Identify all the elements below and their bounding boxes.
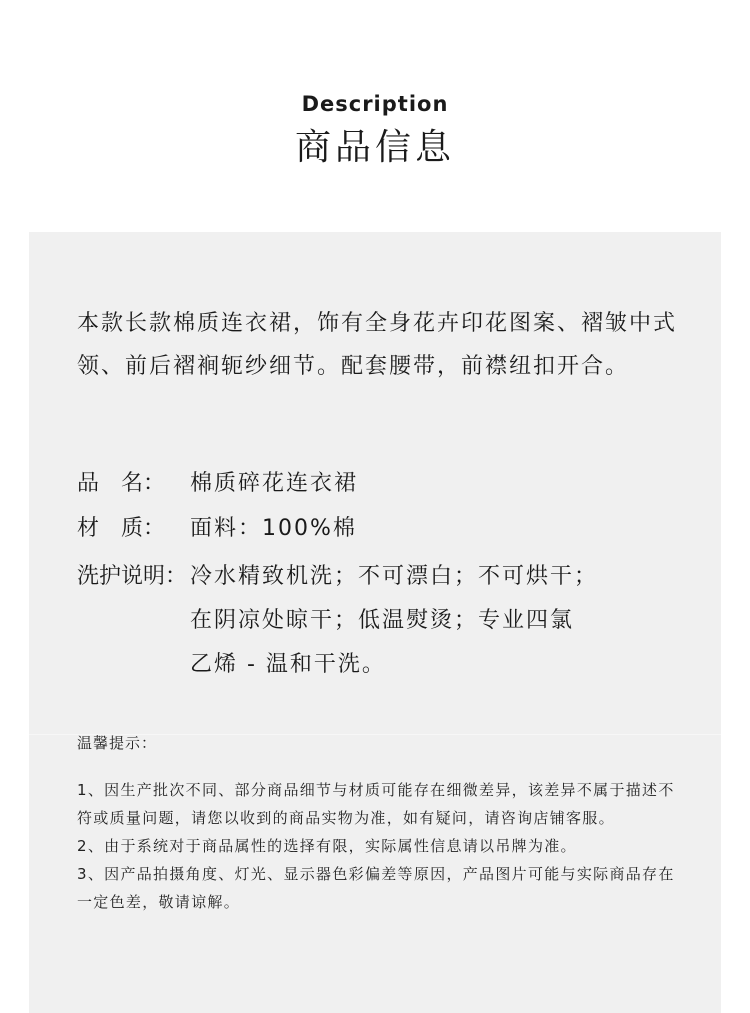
spec-label-material: 材 质： [77,516,166,541]
spec-label-name: 品 名： [77,471,166,496]
product-intro: 本款长款棉质连衣裙，饰有全身花卉印花图案、褶皱中式领、前后褶裥轭纱细节。配套腰带，前襟纽扣开合。 [77,311,678,379]
spec-row-care [77,555,677,687]
tip-item: 2、由于系统对于商品属性的选择有限，实际属性信息请以吊牌为准。 [77,837,577,855]
spec-value-name: 棉质碎花连衣裙 [190,471,359,496]
spec-value-care [190,555,650,687]
spec-value-material: 面料：100%棉 [190,516,357,541]
header-title-en: Description [301,92,449,116]
tips-list [77,776,677,916]
product-info-panel [29,232,721,1013]
care-line: 在阴凉处晾干；低温熨烫；专业四氯 [190,608,575,633]
description-header [0,0,750,232]
tip-item: 3、因产品拍摄角度、灯光、显示器色彩偏差等原因，产品图片可能与实际商品存在一定色差，敬请谅解。 [77,865,675,911]
header-title-cn: 商品信息 [294,127,455,168]
care-line: 冷水精致机洗；不可漂白；不可烘干； [190,564,599,589]
spec-row-name [77,462,677,506]
spec-row-material [77,507,677,551]
spec-label-care: 洗护说明： [77,564,188,589]
care-line: 乙烯 - 温和干洗。 [190,652,386,677]
tips-title: 温馨提示： [77,734,158,752]
tip-item: 1、因生产批次不同、部分商品细节与材质可能存在细微差异，该差异不属于描述不符或质量问题，请您以收到的商品实物为准，如有疑问，请咨询店铺客服。 [77,781,675,827]
